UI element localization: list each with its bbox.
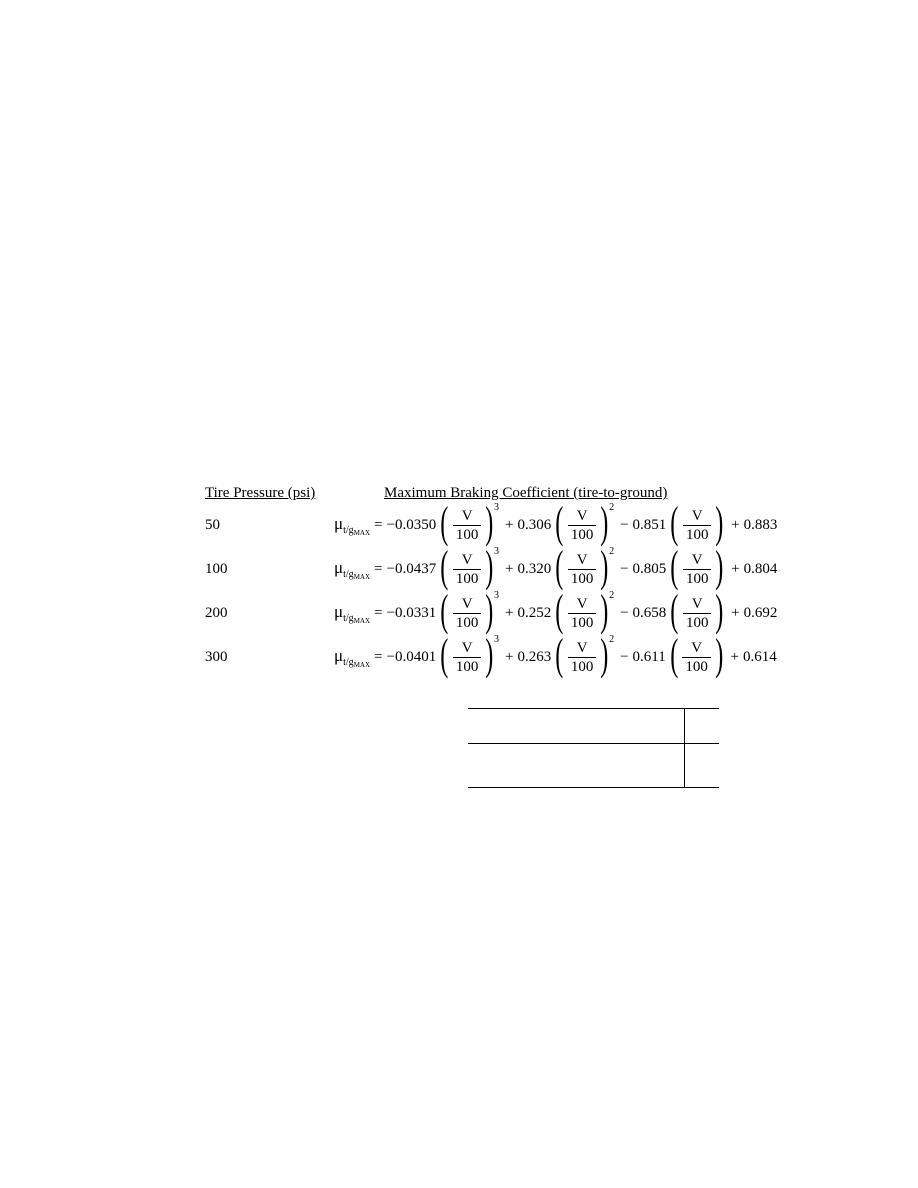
- exponent: 2: [609, 589, 615, 601]
- table-rule-middle: [468, 743, 719, 744]
- minus-sign: −: [620, 516, 629, 533]
- fraction-numerator: V: [576, 507, 588, 524]
- fraction-numerator: V: [691, 507, 703, 524]
- right-paren: ): [485, 630, 494, 679]
- right-paren: ): [600, 542, 609, 591]
- equals-sign: =: [374, 604, 383, 621]
- header-tire-pressure: Tire Pressure (psi): [205, 485, 316, 501]
- exponent: 3: [494, 501, 500, 513]
- tire-pressure-value: 100: [205, 561, 228, 577]
- braking-equation: [334, 630, 778, 681]
- right-paren: ): [600, 498, 609, 547]
- exponent: 2: [609, 545, 615, 557]
- mu-subscript: t/gMAX: [343, 524, 371, 537]
- coefficient-linear: 0.851: [632, 516, 667, 533]
- parenthesized-fraction: [667, 630, 727, 679]
- left-paren: (: [440, 586, 449, 635]
- mu-subscript: t/gMAX: [343, 612, 371, 625]
- right-paren: ): [715, 586, 724, 635]
- equals-sign: =: [374, 516, 383, 533]
- parenthesized-fraction: [667, 498, 727, 547]
- fraction-denominator: 100: [453, 525, 482, 544]
- fraction-numerator: V: [691, 595, 703, 612]
- equals-sign: =: [374, 648, 383, 665]
- fraction-numerator: V: [461, 639, 473, 656]
- parenthesized-fraction: [437, 630, 501, 679]
- left-paren: (: [555, 586, 564, 635]
- left-paren: (: [670, 586, 679, 635]
- mu-symbol: $\mu_{t/g_{MAX}}$: [334, 557, 371, 581]
- mu-symbol: $\mu_{t/g_{MAX}}$: [334, 601, 371, 625]
- fraction: [568, 639, 597, 676]
- fraction-denominator: 100: [453, 657, 482, 676]
- parenthesized-fraction: [437, 586, 501, 635]
- fraction-numerator: V: [576, 595, 588, 612]
- coefficient-cubic: −0.0401: [386, 648, 437, 665]
- fraction: [453, 507, 482, 544]
- left-paren: (: [670, 542, 679, 591]
- coefficient-linear: 0.611: [632, 648, 666, 665]
- fraction-numerator: V: [691, 551, 703, 568]
- parenthesized-fraction: [552, 586, 616, 635]
- fraction: [682, 639, 711, 676]
- exponent: 3: [494, 589, 500, 601]
- left-paren: (: [670, 630, 679, 679]
- fraction-denominator: 100: [453, 613, 482, 632]
- fraction: [453, 639, 482, 676]
- left-paren: (: [440, 498, 449, 547]
- parenthesized-fraction: [552, 498, 616, 547]
- right-paren: ): [485, 542, 494, 591]
- coefficient-constant: 0.804: [743, 560, 778, 577]
- equals-sign: =: [374, 560, 383, 577]
- fraction: [683, 595, 712, 632]
- exponent: 3: [494, 545, 500, 557]
- plus-sign: +: [505, 560, 514, 577]
- right-paren: ): [485, 498, 494, 547]
- fraction: [568, 595, 597, 632]
- fraction-denominator: 100: [568, 569, 597, 588]
- exponent: 2: [609, 633, 615, 645]
- mu-symbol: $\mu_{t/g_{MAX}}$: [334, 645, 371, 669]
- coefficient-constant: 0.692: [743, 604, 778, 621]
- plus-sign: +: [730, 648, 740, 665]
- coefficient-cubic: −0.0331: [386, 604, 437, 621]
- left-paren: (: [555, 630, 564, 679]
- fraction: [453, 595, 482, 632]
- coefficient-quadratic: 0.306: [517, 516, 552, 533]
- header-braking-coefficient: Maximum Braking Coefficient (tire-to-ground): [384, 485, 668, 501]
- fraction-numerator: V: [461, 507, 473, 524]
- minus-sign: −: [620, 604, 629, 621]
- fraction-numerator: V: [576, 639, 588, 656]
- plus-sign: +: [505, 604, 514, 621]
- fraction-numerator: V: [461, 551, 473, 568]
- coefficient-linear: 0.805: [632, 560, 667, 577]
- table-rule-bottom: [468, 787, 719, 788]
- fraction-denominator: 100: [568, 657, 597, 676]
- right-paren: ): [715, 542, 724, 591]
- tire-pressure-value: 50: [205, 517, 220, 533]
- mu-subscript: t/gMAX: [343, 568, 371, 581]
- left-paren: (: [670, 498, 679, 547]
- parenthesized-fraction: [552, 630, 616, 679]
- parenthesized-fraction: [437, 498, 501, 547]
- coefficient-quadratic: 0.320: [517, 560, 552, 577]
- plus-sign: +: [731, 516, 740, 533]
- fraction-denominator: 100: [453, 569, 482, 588]
- parenthesized-fraction: [437, 542, 501, 591]
- right-paren: ): [600, 630, 609, 679]
- right-paren: ): [485, 586, 494, 635]
- minus-sign: −: [620, 648, 629, 665]
- fraction: [683, 551, 712, 588]
- mu-symbol: $\mu_{t/g_{MAX}}$: [334, 513, 371, 537]
- fraction: [683, 507, 712, 544]
- fraction-denominator: 100: [568, 613, 597, 632]
- tire-pressure-value: 300: [205, 649, 228, 665]
- fraction: [568, 551, 597, 588]
- parenthesized-fraction: [667, 542, 727, 591]
- parenthesized-fraction: [552, 542, 616, 591]
- coefficient-linear: 0.658: [632, 604, 667, 621]
- fraction-denominator: 100: [683, 525, 712, 544]
- right-paren: ): [715, 630, 724, 679]
- table-rule-top: [468, 708, 719, 709]
- coefficient-cubic: −0.0350: [386, 516, 437, 533]
- coefficient-quadratic: 0.263: [517, 648, 552, 665]
- coefficient-constant: 0.883: [743, 516, 778, 533]
- minus-sign: −: [620, 560, 629, 577]
- exponent: 3: [494, 633, 500, 645]
- right-paren: ): [600, 586, 609, 635]
- exponent: 2: [609, 501, 615, 513]
- fraction-denominator: 100: [683, 613, 712, 632]
- fraction-numerator: V: [461, 595, 473, 612]
- mu-subscript: t/gMAX: [343, 656, 371, 669]
- left-paren: (: [555, 498, 564, 547]
- coefficient-constant: 0.614: [743, 648, 777, 665]
- coefficient-quadratic: 0.252: [517, 604, 552, 621]
- plus-sign: +: [505, 516, 514, 533]
- right-paren: ): [715, 498, 724, 547]
- fraction-denominator: 100: [683, 569, 712, 588]
- fraction: [453, 551, 482, 588]
- tire-pressure-value: 200: [205, 605, 228, 621]
- coefficient-cubic: −0.0437: [386, 560, 437, 577]
- fraction-numerator: V: [576, 551, 588, 568]
- plus-sign: +: [731, 604, 740, 621]
- table-column-divider: [684, 708, 685, 787]
- fraction: [568, 507, 597, 544]
- plus-sign: +: [505, 648, 514, 665]
- left-paren: (: [440, 630, 449, 679]
- parenthesized-fraction: [667, 586, 727, 635]
- fraction-denominator: 100: [568, 525, 597, 544]
- fraction-denominator: 100: [682, 657, 711, 676]
- left-paren: (: [440, 542, 449, 591]
- left-paren: (: [555, 542, 564, 591]
- plus-sign: +: [731, 560, 740, 577]
- fraction-numerator: V: [691, 639, 703, 656]
